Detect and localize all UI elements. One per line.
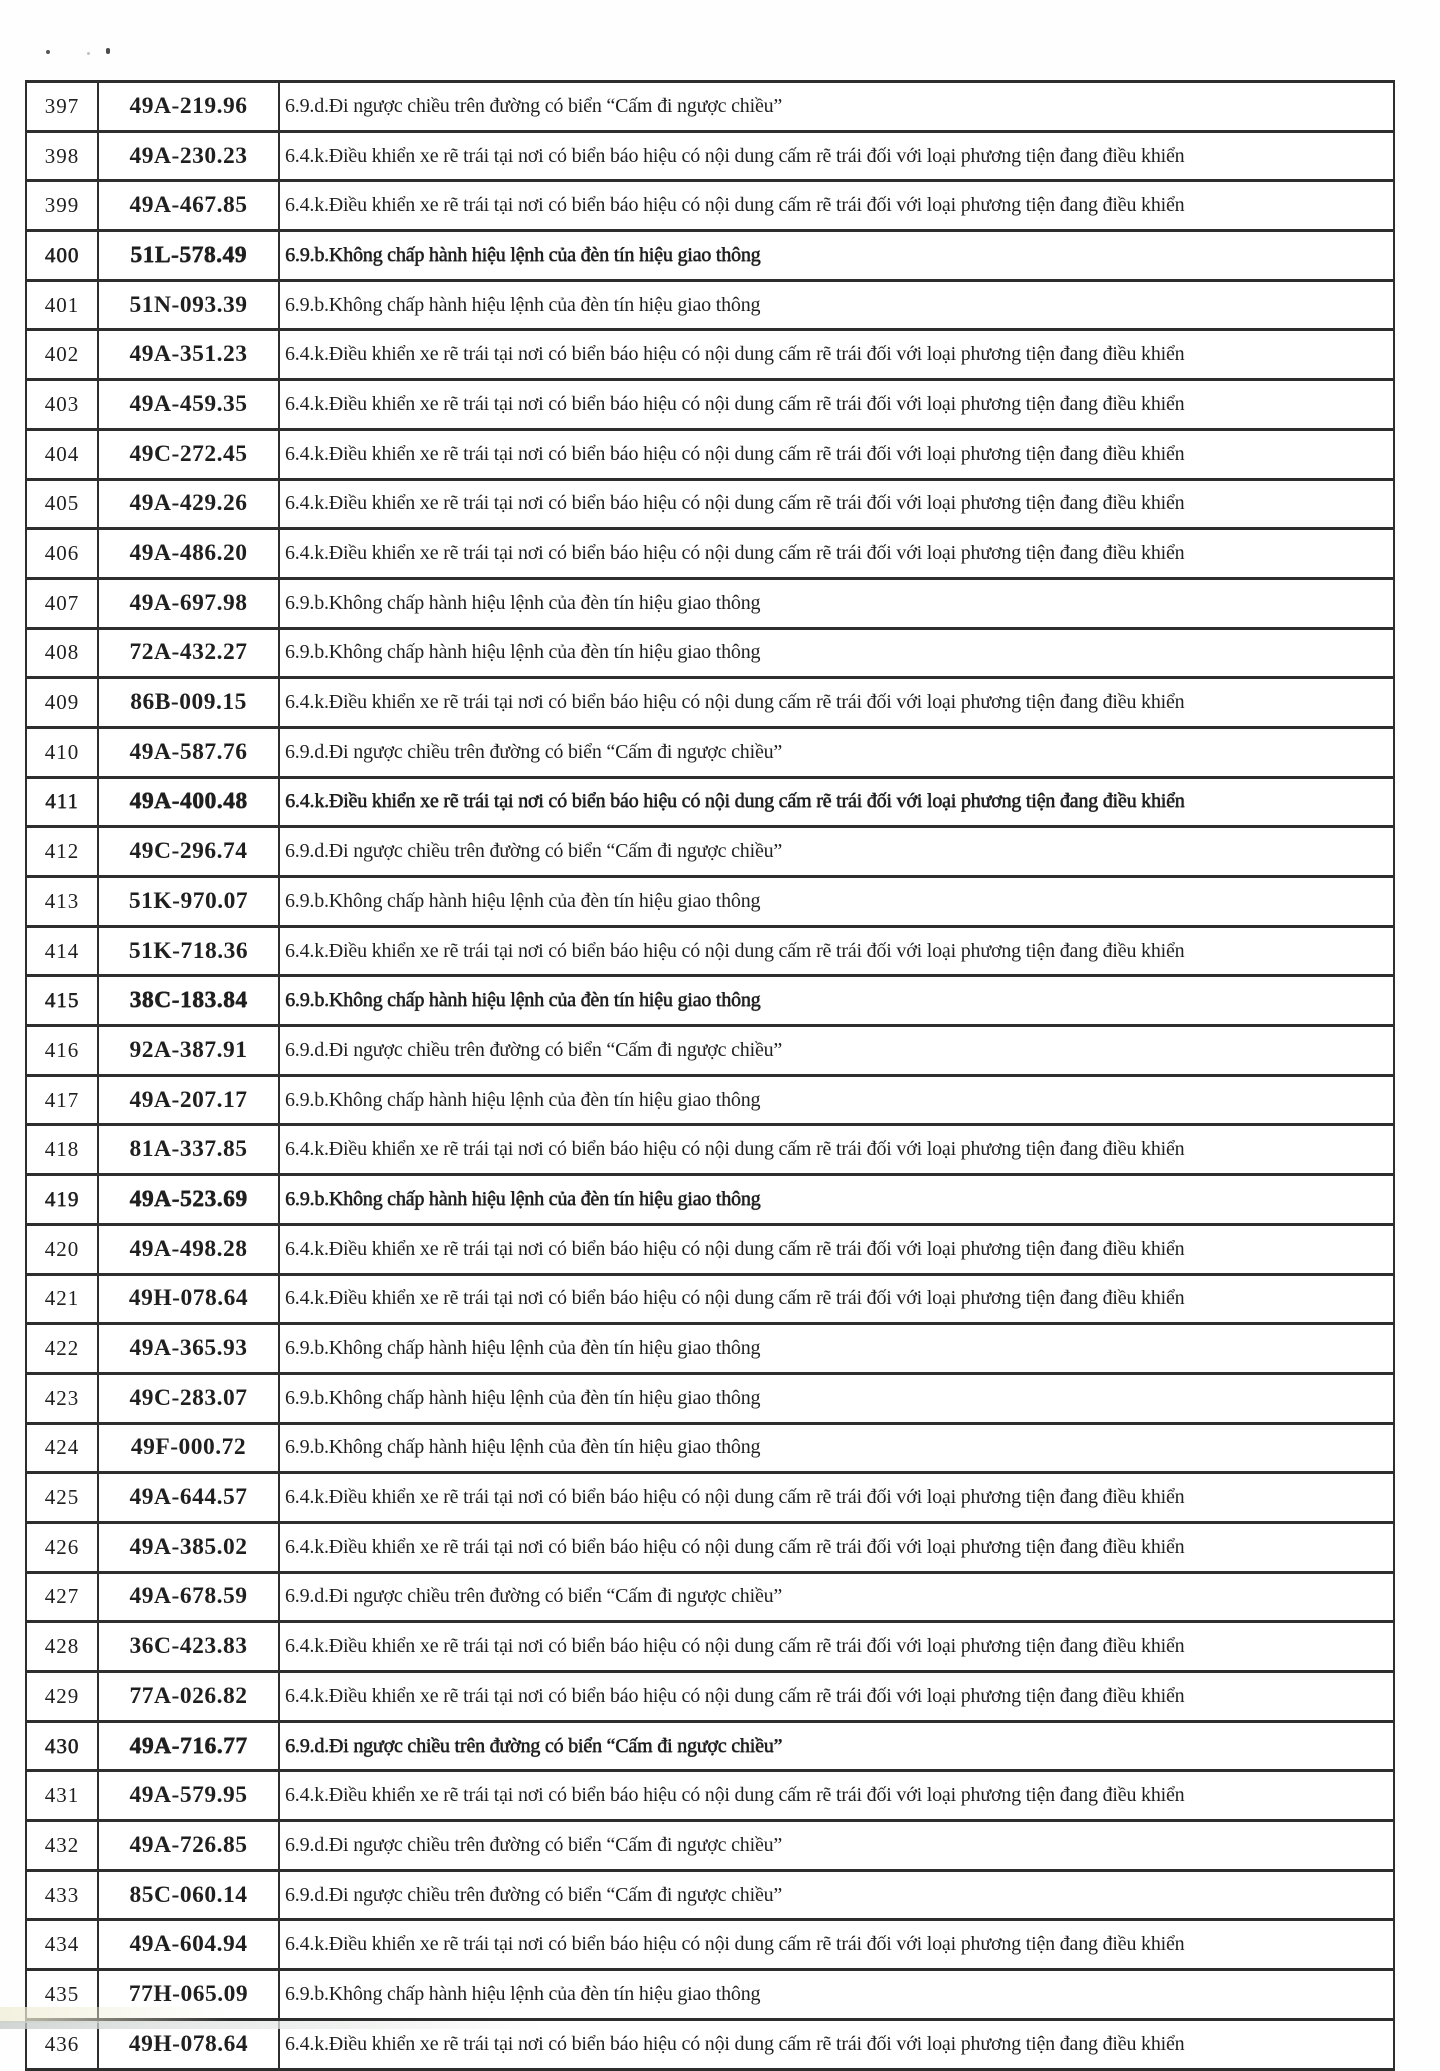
violation-cell: 6.9.d.Đi ngược chiều trên đường có biển “Cấm đi ngược chiều”	[279, 1870, 1394, 1920]
row-number-cell: 433	[26, 1870, 98, 1920]
violation-cell: 6.4.k.Điều khiển xe rẽ trái tại nơi có biển báo hiệu có nội dung cấm rẽ trái đối với loại phương tiện đang điều khiển	[279, 330, 1394, 380]
row-number-cell: 419	[26, 1175, 98, 1225]
table-row	[26, 578, 1394, 628]
table-row	[26, 1572, 1394, 1622]
table-row	[26, 1920, 1394, 1970]
row-number-cell: 412	[26, 827, 98, 877]
violation-cell: 6.9.d.Đi ngược chiều trên đường có biển “Cấm đi ngược chiều”	[279, 1026, 1394, 1076]
plate-cell: 49A-716.77	[98, 1721, 279, 1771]
row-number-cell: 434	[26, 1920, 98, 1970]
table-row	[26, 827, 1394, 877]
violation-cell: 6.9.b.Không chấp hành hiệu lệnh của đèn tín hiệu giao thông	[279, 877, 1394, 927]
row-number-cell: 413	[26, 877, 98, 927]
violation-cell: 6.4.k.Điều khiển xe rẽ trái tại nơi có biển báo hiệu có nội dung cấm rẽ trái đối với loại phương tiện đang điều khiển	[279, 1622, 1394, 1672]
violation-cell: 6.9.d.Đi ngược chiều trên đường có biển “Cấm đi ngược chiều”	[279, 1721, 1394, 1771]
plate-cell: 36C-423.83	[98, 1622, 279, 1672]
row-number-cell: 436	[26, 2019, 98, 2069]
violation-cell: 6.9.b.Không chấp hành hiệu lệnh của đèn tín hiệu giao thông	[279, 1175, 1394, 1225]
violation-cell: 6.4.k.Điều khiển xe rẽ trái tại nơi có biển báo hiệu có nội dung cấm rẽ trái đối với loại phương tiện đang điều khiển	[279, 678, 1394, 728]
violation-cell: 6.9.b.Không chấp hành hiệu lệnh của đèn tín hiệu giao thông	[279, 628, 1394, 678]
table-row	[26, 280, 1394, 330]
table-row	[26, 1026, 1394, 1076]
table-row	[26, 1522, 1394, 1572]
violation-cell: 6.4.k.Điều khiển xe rẽ trái tại nơi có biển báo hiệu có nội dung cấm rẽ trái đối với loại phương tiện đang điều khiển	[279, 429, 1394, 479]
table-row	[26, 976, 1394, 1026]
table-row	[26, 479, 1394, 529]
plate-cell: 49A-230.23	[98, 131, 279, 181]
plate-cell: 49A-579.95	[98, 1771, 279, 1821]
scan-speck	[87, 52, 90, 55]
plate-cell: 49A-429.26	[98, 479, 279, 529]
plate-cell: 49A-400.48	[98, 777, 279, 827]
violation-cell: 6.4.k.Điều khiển xe rẽ trái tại nơi có biển báo hiệu có nội dung cấm rẽ trái đối với loại phương tiện đang điều khiển	[279, 777, 1394, 827]
violation-cell: 6.4.k.Điều khiển xe rẽ trái tại nơi có biển báo hiệu có nội dung cấm rẽ trái đối với loại phương tiện đang điều khiển	[279, 1274, 1394, 1324]
plate-cell: 49A-365.93	[98, 1324, 279, 1374]
row-number-cell: 417	[26, 1075, 98, 1125]
violation-cell: 6.4.k.Điều khiển xe rẽ trái tại nơi có biển báo hiệu có nội dung cấm rẽ trái đối với loại phương tiện đang điều khiển	[279, 1473, 1394, 1523]
violation-cell: 6.9.b.Không chấp hành hiệu lệnh của đèn tín hiệu giao thông	[279, 1324, 1394, 1374]
row-number-cell: 432	[26, 1821, 98, 1871]
table-row	[26, 429, 1394, 479]
plate-cell: 86B-009.15	[98, 678, 279, 728]
table-row	[26, 1175, 1394, 1225]
table-row	[26, 1423, 1394, 1473]
violation-cell: 6.9.d.Đi ngược chiều trên đường có biển “Cấm đi ngược chiều”	[279, 727, 1394, 777]
row-number-cell: 397	[26, 82, 98, 132]
table-row	[26, 727, 1394, 777]
plate-cell: 51N-093.39	[98, 280, 279, 330]
table-row	[26, 1672, 1394, 1722]
row-number-cell: 408	[26, 628, 98, 678]
row-number-cell: 403	[26, 380, 98, 430]
plate-cell: 49A-604.94	[98, 1920, 279, 1970]
row-number-cell: 425	[26, 1473, 98, 1523]
plate-cell: 49A-459.35	[98, 380, 279, 430]
violation-cell: 6.4.k.Điều khiển xe rẽ trái tại nơi có biển báo hiệu có nội dung cấm rẽ trái đối với loại phương tiện đang điều khiển	[279, 479, 1394, 529]
violation-cell: 6.4.k.Điều khiển xe rẽ trái tại nơi có biển báo hiệu có nội dung cấm rẽ trái đối với loại phương tiện đang điều khiển	[279, 2019, 1394, 2069]
table-row	[26, 1324, 1394, 1374]
violation-cell: 6.4.k.Điều khiển xe rẽ trái tại nơi có biển báo hiệu có nội dung cấm rẽ trái đối với loại phương tiện đang điều khiển	[279, 1125, 1394, 1175]
plate-cell: 49A-219.96	[98, 82, 279, 132]
table-row	[26, 1224, 1394, 1274]
plate-cell: 49A-644.57	[98, 1473, 279, 1523]
table-row	[26, 678, 1394, 728]
scan-speck	[46, 50, 50, 54]
violation-cell: 6.9.b.Không chấp hành hiệu lệnh của đèn tín hiệu giao thông	[279, 976, 1394, 1026]
table-row	[26, 1125, 1394, 1175]
plate-cell: 49C-296.74	[98, 827, 279, 877]
violation-cell: 6.4.k.Điều khiển xe rẽ trái tại nơi có biển báo hiệu có nội dung cấm rẽ trái đối với loại phương tiện đang điều khiển	[279, 1920, 1394, 1970]
plate-cell: 49F-000.72	[98, 1423, 279, 1473]
row-number-cell: 431	[26, 1771, 98, 1821]
violation-cell: 6.9.d.Đi ngược chiều trên đường có biển “Cấm đi ngược chiều”	[279, 827, 1394, 877]
plate-cell: 92A-387.91	[98, 1026, 279, 1076]
table-row	[26, 1473, 1394, 1523]
row-number-cell: 400	[26, 231, 98, 281]
table-row	[26, 877, 1394, 927]
violation-cell: 6.9.d.Đi ngược chiều trên đường có biển “Cấm đi ngược chiều”	[279, 82, 1394, 132]
violation-cell: 6.9.b.Không chấp hành hiệu lệnh của đèn tín hiệu giao thông	[279, 231, 1394, 281]
violation-cell: 6.4.k.Điều khiển xe rẽ trái tại nơi có biển báo hiệu có nội dung cấm rẽ trái đối với loại phương tiện đang điều khiển	[279, 380, 1394, 430]
plate-cell: 49A-385.02	[98, 1522, 279, 1572]
table-row	[26, 231, 1394, 281]
table-row	[26, 926, 1394, 976]
plate-cell: 85C-060.14	[98, 1870, 279, 1920]
table-row	[26, 330, 1394, 380]
table-row	[26, 1870, 1394, 1920]
plate-cell: 77A-026.82	[98, 1672, 279, 1722]
plate-cell: 49H-078.64	[98, 2019, 279, 2069]
table-row	[26, 82, 1394, 132]
row-number-cell: 416	[26, 1026, 98, 1076]
plate-cell: 49A-486.20	[98, 529, 279, 579]
plate-cell: 51L-578.49	[98, 231, 279, 281]
violation-cell: 6.4.k.Điều khiển xe rẽ trái tại nơi có biển báo hiệu có nội dung cấm rẽ trái đối với loại phương tiện đang điều khiển	[279, 1522, 1394, 1572]
scan-smudge	[0, 2021, 640, 2029]
violation-cell: 6.4.k.Điều khiển xe rẽ trái tại nơi có biển báo hiệu có nội dung cấm rẽ trái đối với loại phương tiện đang điều khiển	[279, 181, 1394, 231]
table-row	[26, 380, 1394, 430]
table-row	[26, 131, 1394, 181]
row-number-cell: 399	[26, 181, 98, 231]
plate-cell: 49A-678.59	[98, 1572, 279, 1622]
plate-cell: 81A-337.85	[98, 1125, 279, 1175]
violation-cell: 6.9.b.Không chấp hành hiệu lệnh của đèn tín hiệu giao thông	[279, 1373, 1394, 1423]
row-number-cell: 420	[26, 1224, 98, 1274]
plate-cell: 38C-183.84	[98, 976, 279, 1026]
row-number-cell: 414	[26, 926, 98, 976]
violation-table-body	[26, 82, 1394, 2070]
table-row	[26, 1771, 1394, 1821]
table-row	[26, 529, 1394, 579]
violation-cell: 6.4.k.Điều khiển xe rẽ trái tại nơi có biển báo hiệu có nội dung cấm rẽ trái đối với loại phương tiện đang điều khiển	[279, 926, 1394, 976]
row-number-cell: 410	[26, 727, 98, 777]
plate-cell: 49A-498.28	[98, 1224, 279, 1274]
violation-cell: 6.9.b.Không chấp hành hiệu lệnh của đèn tín hiệu giao thông	[279, 280, 1394, 330]
plate-cell: 49A-207.17	[98, 1075, 279, 1125]
row-number-cell: 428	[26, 1622, 98, 1672]
row-number-cell: 423	[26, 1373, 98, 1423]
table-row	[26, 181, 1394, 231]
plate-cell: 49A-587.76	[98, 727, 279, 777]
violation-cell: 6.4.k.Điều khiển xe rẽ trái tại nơi có biển báo hiệu có nội dung cấm rẽ trái đối với loại phương tiện đang điều khiển	[279, 529, 1394, 579]
plate-cell: 49A-351.23	[98, 330, 279, 380]
plate-cell: 49A-467.85	[98, 181, 279, 231]
plate-cell: 49A-726.85	[98, 1821, 279, 1871]
row-number-cell: 406	[26, 529, 98, 579]
violation-cell: 6.9.b.Không chấp hành hiệu lệnh của đèn tín hiệu giao thông	[279, 1075, 1394, 1125]
violation-cell: 6.4.k.Điều khiển xe rẽ trái tại nơi có biển báo hiệu có nội dung cấm rẽ trái đối với loại phương tiện đang điều khiển	[279, 131, 1394, 181]
row-number-cell: 407	[26, 578, 98, 628]
table-row	[26, 628, 1394, 678]
violation-cell: 6.9.b.Không chấp hành hiệu lệnh của đèn tín hiệu giao thông	[279, 1423, 1394, 1473]
table-row	[26, 1721, 1394, 1771]
row-number-cell: 430	[26, 1721, 98, 1771]
table-row	[26, 1970, 1394, 2020]
table-row	[26, 1622, 1394, 1672]
plate-cell: 51K-718.36	[98, 926, 279, 976]
violation-cell: 6.4.k.Điều khiển xe rẽ trái tại nơi có biển báo hiệu có nội dung cấm rẽ trái đối với loại phương tiện đang điều khiển	[279, 1672, 1394, 1722]
violation-cell: 6.9.d.Đi ngược chiều trên đường có biển “Cấm đi ngược chiều”	[279, 1821, 1394, 1871]
row-number-cell: 418	[26, 1125, 98, 1175]
row-number-cell: 402	[26, 330, 98, 380]
plate-cell: 49C-283.07	[98, 1373, 279, 1423]
row-number-cell: 427	[26, 1572, 98, 1622]
plate-cell: 49H-078.64	[98, 1274, 279, 1324]
plate-cell: 49A-523.69	[98, 1175, 279, 1225]
row-number-cell: 398	[26, 131, 98, 181]
violation-cell: 6.4.k.Điều khiển xe rẽ trái tại nơi có biển báo hiệu có nội dung cấm rẽ trái đối với loại phương tiện đang điều khiển	[279, 1771, 1394, 1821]
row-number-cell: 401	[26, 280, 98, 330]
plate-cell: 49A-697.98	[98, 578, 279, 628]
scan-speck	[106, 48, 110, 54]
row-number-cell: 424	[26, 1423, 98, 1473]
row-number-cell: 409	[26, 678, 98, 728]
plate-cell: 49C-272.45	[98, 429, 279, 479]
row-number-cell: 411	[26, 777, 98, 827]
violation-table	[25, 80, 1395, 2071]
violation-cell: 6.9.b.Không chấp hành hiệu lệnh của đèn tín hiệu giao thông	[279, 578, 1394, 628]
violation-cell: 6.4.k.Điều khiển xe rẽ trái tại nơi có biển báo hiệu có nội dung cấm rẽ trái đối với loại phương tiện đang điều khiển	[279, 1224, 1394, 1274]
violation-cell: 6.9.b.Không chấp hành hiệu lệnh của đèn tín hiệu giao thông	[279, 1970, 1394, 2020]
row-number-cell: 426	[26, 1522, 98, 1572]
row-number-cell: 429	[26, 1672, 98, 1722]
plate-cell: 51K-970.07	[98, 877, 279, 927]
row-number-cell: 404	[26, 429, 98, 479]
plate-cell: 77H-065.09	[98, 1970, 279, 2020]
table-row	[26, 1373, 1394, 1423]
table-row	[26, 777, 1394, 827]
row-number-cell: 422	[26, 1324, 98, 1374]
row-number-cell: 415	[26, 976, 98, 1026]
row-number-cell: 435	[26, 1970, 98, 2020]
row-number-cell: 421	[26, 1274, 98, 1324]
row-number-cell: 405	[26, 479, 98, 529]
table-row	[26, 1821, 1394, 1871]
violation-cell: 6.9.d.Đi ngược chiều trên đường có biển “Cấm đi ngược chiều”	[279, 1572, 1394, 1622]
plate-cell: 72A-432.27	[98, 628, 279, 678]
table-row	[26, 1274, 1394, 1324]
table-row	[26, 1075, 1394, 1125]
